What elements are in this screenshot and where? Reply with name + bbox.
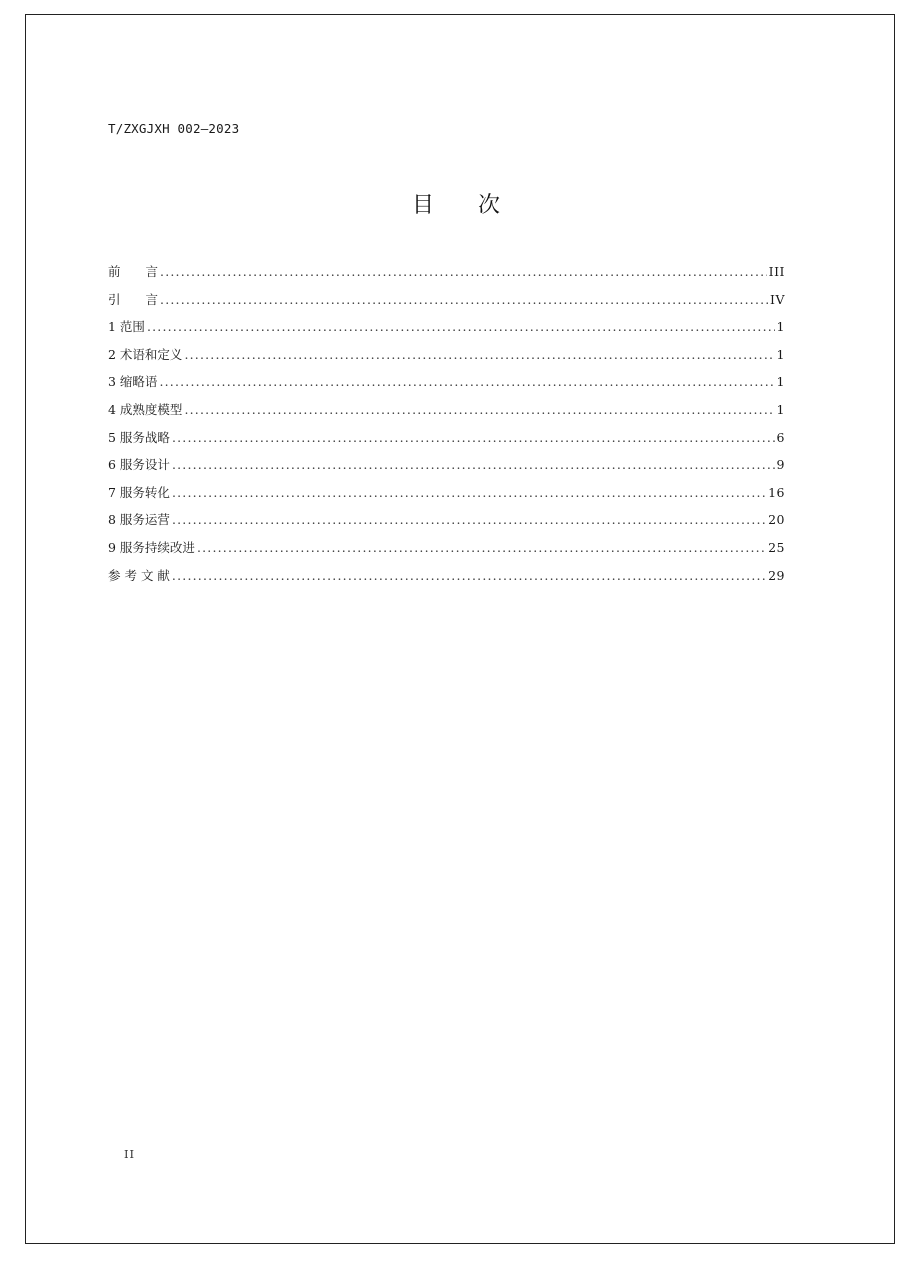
toc-entry-label: 参 考 文 献 xyxy=(108,567,170,583)
toc-entry-label: 前 言 xyxy=(108,264,159,279)
toc-leader-dots xyxy=(160,290,768,310)
toc-leader-dots xyxy=(197,538,766,558)
toc-entry-page: 9 xyxy=(776,457,785,473)
toc-title-char-1: 目 xyxy=(411,193,434,218)
toc-leader-dots xyxy=(172,510,766,530)
toc-entry-label: 1 范围 xyxy=(108,319,145,335)
toc-entry-foreword[interactable] xyxy=(108,262,785,290)
toc-entry-page: 16 xyxy=(768,484,785,500)
toc-entry-service-design[interactable] xyxy=(108,455,785,483)
toc-entry-service-transition[interactable] xyxy=(108,483,785,511)
toc-entry-label: 3 缩略语 xyxy=(108,374,158,390)
toc-entry-page: IV xyxy=(770,291,785,307)
toc-entry-page: III xyxy=(768,264,785,279)
toc-entry-page: 1 xyxy=(776,346,785,362)
toc-entry-label: 6 服务设计 xyxy=(108,457,170,473)
toc-entry-label: 9 服务持续改进 xyxy=(108,539,195,555)
toc-leader-dots xyxy=(184,345,774,365)
toc-leader-dots xyxy=(172,483,766,503)
toc-entry-continual-improvement[interactable] xyxy=(108,538,785,566)
document-code: T/ZXGJXH 002—2023 xyxy=(108,121,240,136)
toc-entry-page: 29 xyxy=(768,567,785,583)
toc-leader-dots xyxy=(172,566,766,586)
toc-entry-page: 1 xyxy=(776,374,785,390)
toc-entry-scope[interactable] xyxy=(108,317,785,345)
toc-entry-label: 引 言 xyxy=(108,291,159,307)
toc-title xyxy=(0,188,912,219)
toc-entry-bibliography[interactable] xyxy=(108,566,785,594)
toc-entry-introduction[interactable] xyxy=(108,290,785,318)
toc-leader-dots xyxy=(184,400,774,420)
toc-entry-page: 20 xyxy=(768,512,785,528)
toc-entry-label: 5 服务战略 xyxy=(108,429,170,445)
toc-entry-service-operation[interactable] xyxy=(108,510,785,538)
toc-entry-page: 1 xyxy=(776,319,785,335)
toc-entry-page: 25 xyxy=(768,539,785,555)
toc-leader-dots xyxy=(147,317,775,337)
toc-entry-page: 6 xyxy=(776,429,785,445)
toc-leader-dots xyxy=(160,262,767,282)
toc-leader-dots xyxy=(172,428,775,448)
toc-entry-maturity-model[interactable] xyxy=(108,400,785,428)
toc-list xyxy=(108,262,785,593)
toc-entry-service-strategy[interactable] xyxy=(108,428,785,456)
toc-entry-label: 2 术语和定义 xyxy=(108,346,183,362)
toc-entry-page: 1 xyxy=(776,401,785,417)
page-number: II xyxy=(124,1147,136,1161)
toc-entry-label: 8 服务运营 xyxy=(108,512,170,528)
toc-entry-terms-definitions[interactable] xyxy=(108,345,785,373)
toc-leader-dots xyxy=(159,372,774,392)
toc-leader-dots xyxy=(172,455,775,475)
toc-entry-abbreviations[interactable] xyxy=(108,372,785,400)
toc-entry-label: 4 成熟度模型 xyxy=(108,401,183,417)
toc-entry-label: 7 服务转化 xyxy=(108,484,170,500)
toc-title-char-2: 次 xyxy=(478,193,501,218)
